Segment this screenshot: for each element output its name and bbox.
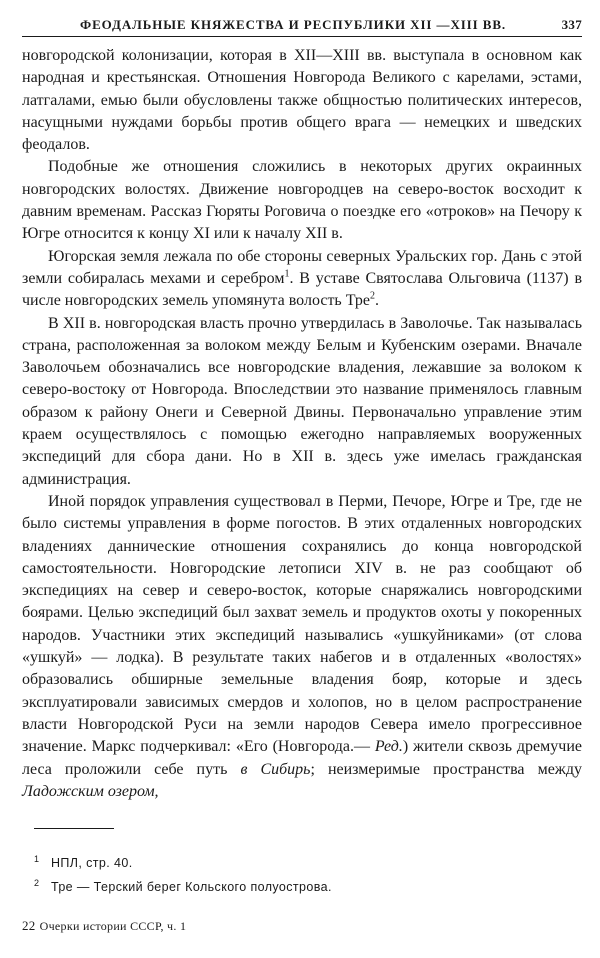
footnote	[34, 851, 554, 875]
paragraph-4: В XII в. новгородская власть прочно утвердилась в Заволочье. Так называлась страна, расположенная за волоком между Белым и Кубенским озерами. Вначале Заволочьем обозначались все новгородские владения, лежавшие за волоком к северо-востоку от Новгорода. Впоследствии это название применялось главным образом к району Онеги и Северной Двины. Первоначально управление этим краем осуществлялось с помощью ежегодно направляемых вооруженных экспедиций для сбора дани. Но в XII в. здесь уже имелась гражданская администрация.	[22, 314, 582, 488]
printer-signature	[22, 918, 186, 934]
footnote-mark: 1	[34, 854, 40, 864]
footnote	[34, 875, 554, 899]
footnote-ref-1: 1	[284, 268, 290, 280]
signature-number: 22	[22, 918, 36, 933]
paragraph-3	[22, 246, 582, 313]
emphasis-ladoga: Ладожским озером,	[22, 782, 159, 800]
page-number: 337	[561, 17, 582, 32]
paragraph-5	[22, 491, 582, 803]
footnote-text: Тре — Терский берег Кольского полуострова.	[51, 880, 332, 894]
paragraph-3-text-a: Югорская земля лежала по обе стороны северных Уральских гор. Дань с этой земли собиралась мехами и серебром	[22, 247, 582, 287]
paragraph-1: новгородской колонизации, которая в XII—XIII вв. выступала в основном как народная и крестьянская. Отношения Новгорода Великого с карелами, эстами, латгалами, емью были обусловлены также общностью политических интересов, насущными нуждами борьбы против общего врага — немецких и шведских феодалов.	[22, 47, 582, 154]
page	[22, 14, 582, 803]
running-title: ФЕОДАЛЬНЫЕ КНЯЖЕСТВА И РЕСПУБЛИКИ XII —XIII ВВ.	[80, 17, 507, 32]
signature-text: Очерки истории СССР, ч. 1	[39, 919, 187, 933]
footnote-mark: 2	[34, 878, 40, 888]
editor-note: Ред.	[374, 738, 403, 756]
paragraph-2: Подобные же отношения сложились в некоторых других окраинных новгородских волостях. Движение новгородцев на северо-восток восходит к давним временам. Рассказ Гюряты Роговича о поездке его «отроков» на Печору к Югре относится к концу XI или к началу XII в.	[22, 158, 582, 243]
body-text	[22, 45, 582, 803]
footnote-divider	[34, 828, 114, 829]
paragraph-3-text-b: . В уставе Святослава Ольговича (1137) в числе новгородских земель упомянута волость Тре	[22, 269, 582, 310]
footnotes	[34, 851, 554, 899]
paragraph-3-text-c: .	[375, 292, 379, 310]
paragraph-5-text-b: ) жители сквозь дремучие леса проложили себе путь	[22, 738, 582, 778]
footnote-text: НПЛ, стр. 40.	[51, 856, 133, 870]
paragraph-5-text-c: ; неизмеримые пространства между	[310, 760, 582, 778]
paragraph-5-text-a: Иной порядок управления существовал в Перми, Печоре, Югре и Тре, где не было системы управления в форме погостов. В этих отдаленных новгородских владениях даннические отношения сохранялись до конца новгородской самостоятельности. Новгородские летописи XIV в. не раз сообщают об экспедициях на север и северо-восток, которые снаряжались новгородскими боярами. Целью экспедиций был захват земель и продуктов охоты у покоренных народов. Участники этих экспедиций назывались «ушкуйниками» (от слова «ушкуй» — лодка). В результате таких набегов и в отдаленных «волостях» образовались обширные земельные владения бояр, которые и здесь эксплуатировали зависимых смердов и холопов, но в целом распространение власти Новгородской Руси на земли народов Севера имело прогрессивное значение. Маркс подчеркивал: «Его (Новгорода.—	[22, 492, 582, 756]
footnote-ref-2: 2	[370, 290, 375, 302]
running-head	[22, 14, 582, 37]
emphasis-siberia: в Сибирь	[240, 760, 311, 778]
